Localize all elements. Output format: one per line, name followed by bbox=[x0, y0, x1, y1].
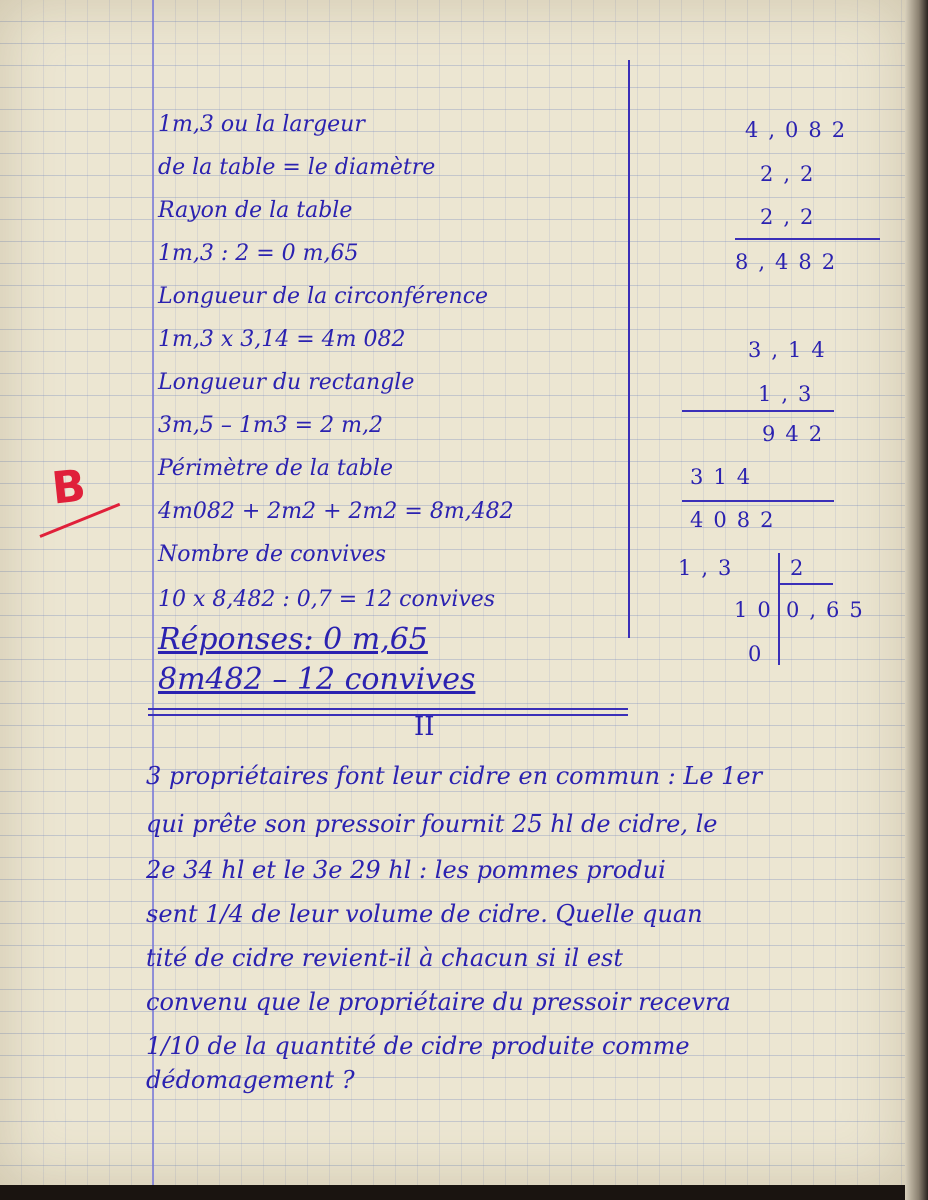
division-bar bbox=[778, 583, 833, 585]
product-partial: 942 bbox=[762, 422, 833, 446]
problem-line: convenu que le propriétaire du pressoir recevra bbox=[146, 988, 731, 1016]
response-line-1: Réponses: 0 m,65 bbox=[158, 622, 428, 657]
product-term: 1,3 bbox=[758, 382, 822, 406]
division-remainder: 10 bbox=[734, 598, 781, 622]
problem-line: 3 propriétaires font leur cidre en commun : Le 1er bbox=[146, 762, 763, 790]
solution-line: Périmètre de la table bbox=[158, 456, 393, 481]
sum-term: 2,2 bbox=[760, 162, 824, 186]
problem-line: 1/10 de la quantité de cidre produite comme bbox=[146, 1032, 690, 1060]
solution-line: 3m,5 – 1m3 = 2 m,2 bbox=[158, 413, 383, 438]
solution-line: Longueur de la circonférence bbox=[158, 284, 489, 309]
section-number: II bbox=[414, 712, 435, 742]
product-term: 3,14 bbox=[748, 338, 835, 362]
product-result: 4082 bbox=[690, 508, 784, 532]
division-remainder: 0 bbox=[748, 642, 772, 666]
section-rule bbox=[148, 708, 628, 710]
problem-line: 2e 34 hl et le 3e 29 hl : les pommes produi bbox=[146, 856, 666, 884]
sum-rule bbox=[735, 238, 880, 240]
solution-line: Nombre de convives bbox=[158, 542, 387, 567]
grade-mark: B bbox=[49, 460, 89, 515]
solution-line: 1m,3 ou la largeur bbox=[158, 112, 365, 137]
sum-term: 2,2 bbox=[760, 205, 824, 229]
problem-line: tité de cidre revient-il à chacun si il est bbox=[146, 944, 623, 972]
sum-term: 4,082 bbox=[745, 118, 856, 142]
solution-line: Rayon de la table bbox=[158, 198, 353, 223]
solution-line: 1m,3 x 3,14 = 4m 082 bbox=[158, 327, 406, 352]
division-dividend: 1,3 bbox=[678, 556, 742, 580]
problem-line: qui prête son pressoir fournit 25 hl de cidre, le bbox=[146, 810, 718, 838]
section-rule bbox=[148, 714, 628, 716]
response-line-2: 8m482 – 12 convives bbox=[158, 662, 476, 697]
product-rule bbox=[682, 500, 834, 502]
solution-line: 10 x 8,482 : 0,7 = 12 convives bbox=[158, 587, 496, 612]
division-divisor: 2 bbox=[790, 556, 814, 580]
division-quotient: 0,65 bbox=[786, 598, 873, 622]
calculation-divider bbox=[628, 60, 630, 638]
product-partial: 314 bbox=[690, 465, 761, 489]
sum-result: 8,482 bbox=[735, 250, 846, 274]
product-rule bbox=[682, 410, 834, 412]
solution-line: 1m,3 : 2 = 0 m,65 bbox=[158, 241, 359, 266]
solution-line: 4m082 + 2m2 + 2m2 = 8m,482 bbox=[158, 499, 514, 524]
solution-line: de la table = le diamètre bbox=[158, 155, 436, 180]
problem-line: dédomagement ? bbox=[146, 1066, 355, 1094]
notebook-spine bbox=[905, 0, 928, 1200]
solution-line: Longueur du rectangle bbox=[158, 370, 415, 395]
problem-line: sent 1/4 de leur volume de cidre. Quelle quan bbox=[146, 900, 703, 928]
